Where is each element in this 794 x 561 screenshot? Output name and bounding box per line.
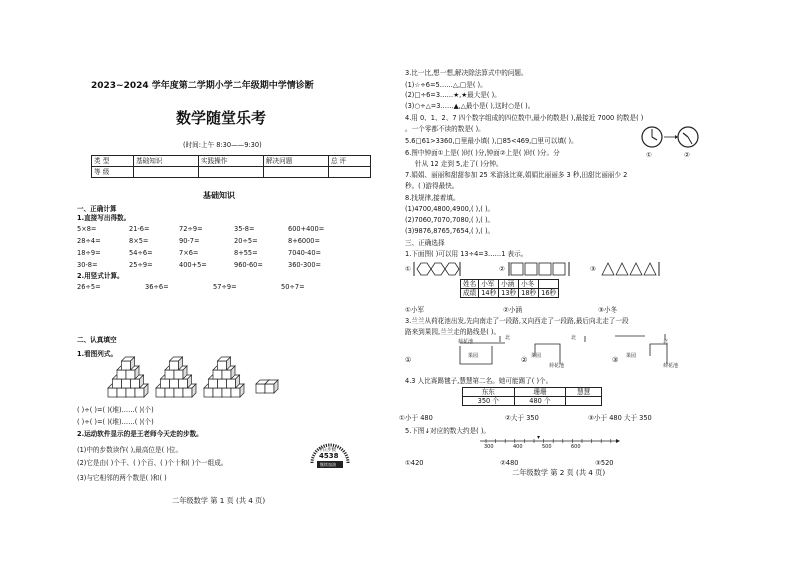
c1-option-2[interactable]: ②: [499, 265, 505, 273]
swim-table: [460, 279, 559, 298]
kick-header: 慧慧: [566, 388, 602, 397]
c1-option-3[interactable]: ③: [590, 265, 596, 273]
q8-2[interactable]: (2)7060,7070,7080,( ),( )。: [405, 216, 495, 224]
q6b[interactable]: 针从 12 走到 5,走了( )分钟。: [415, 160, 503, 168]
vertical-calc-item: 57÷9=: [213, 283, 237, 291]
map-label: 北: [663, 339, 669, 345]
map-label: 北: [505, 335, 511, 341]
score-table: [91, 155, 371, 178]
score-cell[interactable]: [328, 167, 370, 178]
calc-item: 360-300=: [288, 261, 322, 269]
arrow-down-icon: [537, 436, 540, 439]
swim-header: 姓名: [461, 280, 479, 289]
kick-cell: 350 个: [463, 397, 515, 406]
svg-text:①: ①: [405, 356, 412, 364]
score-cell[interactable]: [134, 167, 199, 178]
q6[interactable]: 6.图中钟面①上是( )时( )分,钟面②上是( )时( )分。分: [405, 149, 560, 157]
calc-item: 28÷4=: [77, 237, 101, 245]
answer-option[interactable]: ①小于 480: [399, 414, 433, 422]
numline-label: 500: [542, 444, 552, 450]
calc-item: 960-60=: [234, 261, 263, 269]
pedometer-label: 今日步数: [318, 448, 336, 453]
c1[interactable]: 1.下面图( )可以用 13÷4=3……1 表示。: [405, 250, 528, 258]
q3-2[interactable]: (2)□÷6=3……★,★最大是( )。: [405, 91, 501, 99]
c1-answers: [405, 306, 688, 314]
s2-q1-line2[interactable]: ( )÷( )=( )(堆)……( )(个): [77, 418, 154, 426]
score-header: 总 评: [328, 156, 370, 167]
c5-answers: [405, 459, 685, 467]
q7b[interactable]: 秒。( )游得最快。: [405, 182, 459, 190]
answer-option[interactable]: ③小冬: [598, 306, 618, 314]
main-title: 数学随堂乐考: [176, 109, 267, 127]
swim-cell: 13秒: [499, 289, 519, 298]
map-label: 北: [571, 335, 577, 341]
kick-cell: 480 个: [514, 397, 566, 406]
calc-item: 90-7=: [179, 237, 200, 245]
numline-label: 600: [571, 444, 581, 450]
answer-option[interactable]: ②小涵: [503, 306, 523, 314]
score-cell[interactable]: [263, 167, 328, 178]
calc-item: 600+400=: [288, 225, 325, 233]
map-label: 荷花池: [663, 363, 679, 369]
map-label: 果园: [626, 353, 637, 359]
q8: 8.找规律,接着填。: [405, 194, 460, 202]
map-label: 果园: [468, 353, 479, 359]
answer-option[interactable]: ③520: [595, 459, 614, 467]
pedometer-gauge: [309, 433, 351, 469]
calc-item: 25÷9=: [129, 261, 153, 269]
c3: 3.兰兰从荷花池出发,先向南走了一段路,又向西走了一段路,最后向北走了一段: [405, 317, 629, 325]
score-row-label: 等 级: [92, 167, 134, 178]
q3-1[interactable]: (1)☆÷6=5……△,□是( )。: [405, 81, 487, 89]
calc-item: 30-8=: [77, 261, 98, 269]
clock-label-1: ①: [646, 151, 652, 159]
s1-q1-title: 1.直接写出得数。: [77, 214, 131, 222]
s2-q1-title: 1.看图列式。: [77, 350, 118, 358]
swim-header: 小涵: [499, 280, 519, 289]
s2-q2-title: 2.运动软件显示的是王老师今天走的步数。: [77, 430, 203, 438]
s2-q2-c[interactable]: (3)与它相邻的两个数是( )和( ): [77, 474, 167, 482]
swim-header: 小军: [479, 280, 499, 289]
vertical-calc-item: 36÷6=: [145, 283, 169, 291]
s2-title: 二、认真填空: [77, 336, 117, 344]
score-header: 基础知识: [134, 156, 199, 167]
svg-text:③: ③: [612, 356, 619, 364]
kick-cell[interactable]: [566, 397, 602, 406]
vertical-calc-item: 26÷5=: [77, 283, 101, 291]
q4b[interactable]: 。一个零都不读的数是( )。: [405, 125, 485, 133]
calc-item: 18÷9=: [77, 249, 101, 257]
calc-item: 8×5=: [129, 237, 149, 245]
q5[interactable]: 5.6□61>3360,□里最小填( ),□85<469,□里可以填( )。: [405, 137, 578, 145]
q3: 3.比一比,想一想,解决除法算式中的问题。: [405, 69, 528, 77]
pedometer-badge: 继续加油: [320, 462, 336, 467]
q4[interactable]: 4.用 0、1、2、7 四个数字组成的四位数中,最小的数是( ),最接近 7000 的数是( ): [405, 114, 644, 122]
swim-cell: 18秒: [519, 289, 539, 298]
map-label: 荷花池: [549, 363, 565, 369]
calc-item: 54÷6=: [129, 249, 153, 257]
map-label: 果园: [531, 353, 542, 359]
answer-option[interactable]: ③小于 480 大于 350: [588, 414, 652, 422]
score-header: 解决问题: [263, 156, 328, 167]
cube-stacks-figure: [108, 356, 278, 401]
calc-item: 7040-40=: [288, 249, 322, 257]
section-title: 基础知识: [203, 191, 235, 200]
answer-option[interactable]: ①小军: [405, 306, 425, 314]
calc-item: 72÷9=: [179, 225, 203, 233]
c4-answers: [399, 414, 698, 422]
calc-grid: [77, 225, 358, 269]
clock-label-2: ②: [684, 151, 690, 159]
answer-option[interactable]: ②大于 350: [505, 414, 539, 422]
exam-title: 2023~2024 学年度第二学期小学二年级期中学情诊断: [91, 81, 314, 91]
vertical-calc-row: [77, 283, 349, 291]
calc-item: 20÷5=: [234, 237, 258, 245]
numline-label: 300: [484, 444, 494, 450]
page-footer-left: 二年级数学 第 1 页 (共 4 页): [172, 496, 266, 505]
calc-item: 8+6000=: [288, 237, 321, 245]
swim-header: 小冬: [519, 280, 539, 289]
calc-item: 21-6=: [129, 225, 150, 233]
calc-item: 400+5=: [179, 261, 207, 269]
s2-q2-b[interactable]: (2)它是由( )个千、( )个百、( )个十和( )个一组成。: [77, 459, 228, 467]
s2-q1-line[interactable]: ( )÷( )=( )(堆)……( )(个): [77, 406, 154, 414]
score-cell[interactable]: [199, 167, 264, 178]
exam-time: (时间:上午 8:30——9:30): [183, 141, 262, 149]
q8-1[interactable]: (1)4700,4800,4900,( ),( )。: [405, 205, 495, 213]
q8-3[interactable]: (3)9876,8765,7654,( ),( )。: [405, 227, 495, 235]
map-label: 荷花池: [458, 339, 474, 345]
svg-text:②: ②: [521, 356, 528, 364]
vertical-calc-item: 50÷7=: [281, 283, 305, 291]
kick-header: 珊珊: [514, 388, 566, 397]
pedometer-value: 4538: [319, 452, 339, 460]
kick-table: [462, 387, 602, 406]
score-header: 类 型: [92, 156, 134, 167]
s1-q2-title: 2.用竖式计算。: [77, 272, 124, 280]
calc-item: 7×6=: [179, 249, 199, 257]
calc-item: 5×8=: [77, 225, 97, 233]
s3-title: 三、正确选择: [405, 239, 445, 247]
kick-header: 东东: [463, 388, 515, 397]
page-footer-right: 二年级数学 第 2 页 (共 4 页): [512, 468, 606, 477]
calc-item: 8+55=: [234, 249, 258, 257]
calc-item: 35-8=: [234, 225, 255, 233]
squares-figure: [508, 261, 572, 277]
hexagon-figure: [413, 261, 461, 277]
clock-figure: [641, 124, 701, 150]
q7: 7.娟娟、丽丽和甜甜参加 25 米游泳比赛,娟娟比丽丽多 3 秒,田甜比丽丽少 2: [405, 171, 628, 179]
q3-3[interactable]: (3)○÷△=3……▲,△最小是( ),这时○是( )。: [405, 102, 535, 110]
s2-q2-a[interactable]: (1)中的步数读作( ),最高位是( )位。: [77, 446, 183, 454]
triangles-figure: [600, 261, 670, 277]
numline-label: 400: [513, 444, 523, 450]
answer-option[interactable]: ①420: [405, 459, 424, 467]
c3b[interactable]: 路来到果园,兰兰走的路线是( )。: [405, 328, 501, 336]
c5[interactable]: 5.下图↓对应的数大约是( )。: [405, 427, 490, 435]
s1-title: 一、正确计算: [77, 205, 117, 213]
c4[interactable]: 4.3 人比赛踢毽子,慧慧第二名。她可能踢了( )个。: [405, 377, 553, 385]
c1-option-1[interactable]: ①: [405, 265, 411, 273]
score-header: 实践操作: [199, 156, 264, 167]
answer-option[interactable]: ②480: [500, 459, 519, 467]
swim-cell: 16秒: [539, 289, 559, 298]
swim-cell: 成绩: [461, 289, 479, 298]
swim-cell: 14秒: [479, 289, 499, 298]
